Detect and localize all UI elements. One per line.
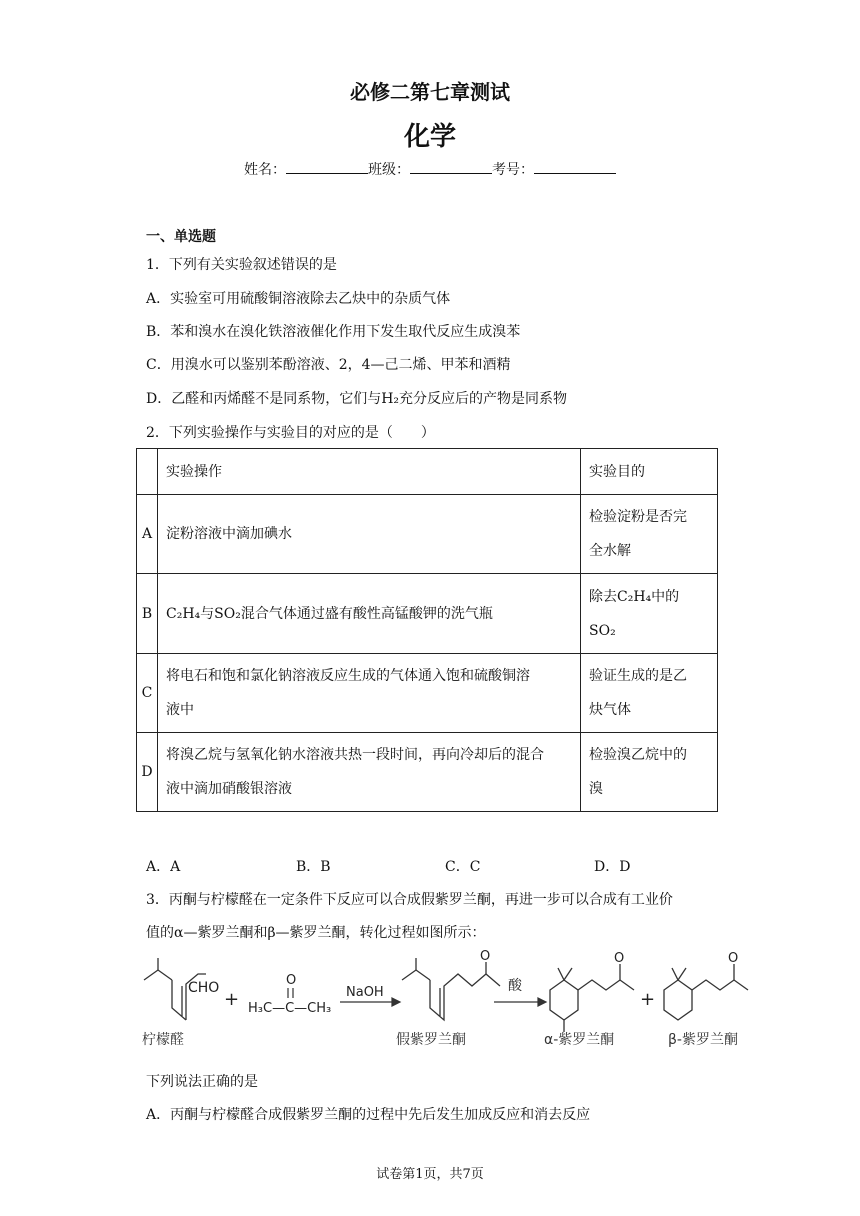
- operation-cell: [158, 654, 581, 733]
- row-label: C: [137, 654, 158, 733]
- table-header-row: [137, 449, 718, 495]
- q2-table: [136, 448, 718, 812]
- name-blank[interactable]: [286, 161, 368, 174]
- table-row: [137, 495, 718, 574]
- q2-stem: 2．下列实验操作与实验目的对应的是（ ）: [146, 425, 435, 441]
- cho-label: CHO: [188, 980, 220, 996]
- cell-line: 检验淀粉是否完: [589, 509, 687, 525]
- q1-option-a: A．实验室可用硫酸铜溶液除去乙炔中的杂质气体: [146, 291, 451, 307]
- page-footer: 试卷第1页，共7页: [376, 1167, 484, 1182]
- purpose-cell: [581, 574, 718, 654]
- operation-cell: [158, 495, 581, 574]
- cell-line: 验证生成的是乙: [589, 668, 687, 684]
- alpha-ionone-structure: [550, 964, 634, 1032]
- purpose-cell: [581, 654, 718, 733]
- acid-reagent: 酸: [508, 978, 522, 994]
- row-label: D: [137, 733, 158, 812]
- q1-stem: 1．下列有关实验叙述错误的是: [146, 257, 337, 273]
- q1-option-b: B．苯和溴水在溴化铁溶液催化作用下发生取代反应生成溴苯: [146, 324, 521, 340]
- header-cell-purpose: 实验目的: [581, 449, 718, 495]
- section-heading: 一、单选题: [146, 229, 216, 245]
- q1-option-c: C．用溴水可以鉴别苯酚溶液、2，4—己二烯、甲苯和酒精: [146, 357, 511, 373]
- header-cell-blank: [137, 449, 158, 495]
- cell-line: 将溴乙烷与氢氧化钠水溶液共热一段时间，再向冷却后的混合: [166, 747, 544, 763]
- plus-sign: +: [640, 989, 656, 1010]
- carbonyl-oxygen: O: [286, 973, 297, 988]
- citral-label: 柠檬醛: [142, 1032, 184, 1048]
- exam-no-label: 考号：: [492, 162, 534, 178]
- exam-no-blank[interactable]: [534, 161, 616, 174]
- cell-line: 将电石和饱和氯化钠溶液反应生成的气体通入饱和硫酸铜溶: [166, 668, 530, 684]
- operation-cell: [158, 574, 581, 654]
- cell-line: 液中滴加硝酸银溶液: [166, 781, 292, 797]
- plus-sign: +: [224, 989, 240, 1010]
- beta-ionone-structure: [664, 964, 748, 1020]
- q3-follow-text: 下列说法正确的是: [146, 1074, 258, 1090]
- pseudoionone-label: 假紫罗兰酮: [396, 1032, 466, 1048]
- header-cell-operation: 实验操作: [158, 449, 581, 495]
- acetone-formula: H₃C—C—CH₃: [248, 1001, 332, 1016]
- cell-line: 溴: [589, 781, 603, 797]
- cell-line: 全水解: [589, 543, 631, 559]
- row-label: B: [137, 574, 158, 654]
- beta-ionone-label: β-紫罗兰酮: [668, 1032, 738, 1048]
- purpose-cell: [581, 495, 718, 574]
- table-row: [137, 654, 718, 733]
- cell-line: C₂H₄与SO₂混合气体通过盛有酸性高锰酸钾的洗气瓶: [166, 605, 493, 622]
- cell-line: 检验溴乙烷中的: [589, 747, 687, 763]
- q2-option-a: A．A: [146, 859, 181, 875]
- q2-option-c: C．C: [445, 859, 481, 875]
- arrow-icon: [494, 998, 546, 1006]
- cell-line: 淀粉溶液中滴加碘水: [166, 526, 292, 542]
- cell-line: SO₂: [589, 622, 616, 639]
- cell-line: 液中: [166, 702, 194, 718]
- subject-title: 化学: [403, 122, 456, 152]
- alpha-ionone-label: α-紫罗兰酮: [544, 1032, 615, 1048]
- carbonyl-oxygen: O: [614, 951, 625, 966]
- cell-line: 除去C₂H₄中的: [589, 588, 680, 605]
- q3-stem-line1: 3．丙酮与柠檬醛在一定条件下反应可以合成假紫罗兰酮，再进一步可以合成有工业价: [146, 892, 673, 908]
- reaction-scheme: [140, 950, 755, 1058]
- purpose-cell: [581, 733, 718, 812]
- class-label: 班级：: [368, 162, 410, 178]
- table-row: [137, 574, 718, 654]
- carbonyl-oxygen: O: [480, 950, 491, 964]
- q3-option-a: A．丙酮与柠檬醛合成假紫罗兰酮的过程中先后发生加成反应和消去反应: [146, 1107, 591, 1123]
- carbonyl-oxygen: O: [728, 951, 739, 966]
- naoh-reagent: NaOH: [346, 985, 384, 1000]
- student-info-line: [0, 159, 860, 179]
- q2-option-d: D．D: [594, 859, 631, 875]
- q2-option-b: B．B: [296, 859, 331, 875]
- carbonyl-double-bond: [288, 988, 293, 998]
- exam-title: 必修二第七章测试: [350, 80, 510, 104]
- name-label: 姓名：: [244, 162, 286, 178]
- pseudoionone-structure: [402, 958, 500, 1020]
- q3-stem-line2: 值的α—紫罗兰酮和β—紫罗兰酮，转化过程如图所示：: [146, 925, 486, 941]
- row-label: A: [137, 495, 158, 574]
- cell-line: 炔气体: [589, 702, 631, 718]
- class-blank[interactable]: [410, 161, 492, 174]
- operation-cell: [158, 733, 581, 812]
- table-row: [137, 733, 718, 812]
- q1-option-d: D．乙醛和丙烯醛不是同系物，它们与H₂充分反应后的产物是同系物: [146, 391, 568, 407]
